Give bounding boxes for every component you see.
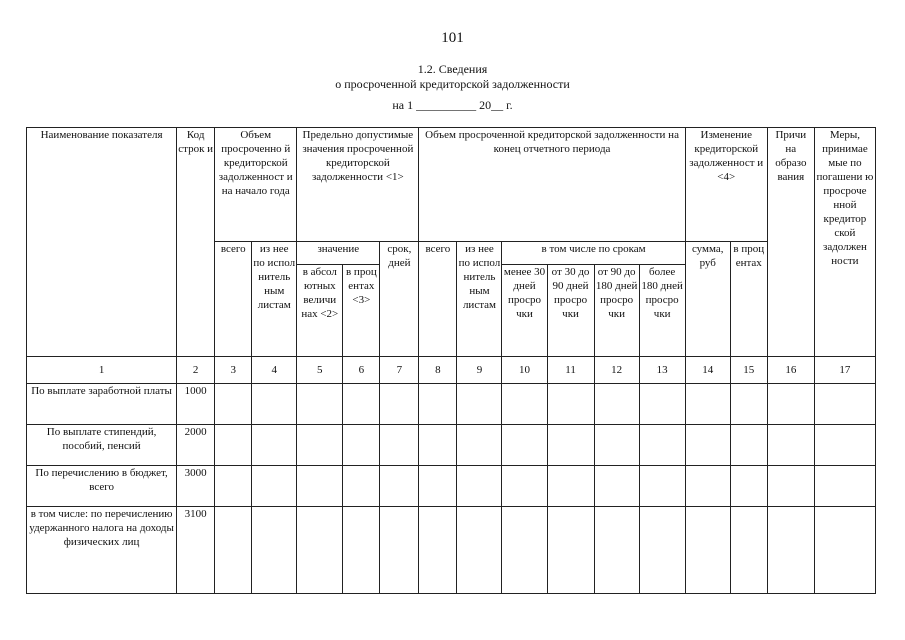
- header-30-90: от 30 до 90 дней просро чки: [547, 265, 594, 357]
- header-from-writs: из нее по испол нитель ным листам: [252, 242, 297, 357]
- header-less-30: менее 30 дней просро чки: [502, 265, 547, 357]
- column-number: 8: [419, 357, 457, 384]
- row-name: По перечислению в бюджет, всего: [27, 466, 177, 507]
- header-change: Изменение кредиторской задолженност и <4>: [685, 128, 767, 242]
- table-cell[interactable]: [767, 384, 814, 425]
- table-row: [27, 425, 876, 466]
- report-date-line: на 1 __________ 20__ г.: [392, 98, 513, 112]
- table-cell[interactable]: [419, 384, 457, 425]
- table-cell[interactable]: [685, 507, 730, 594]
- table-cell[interactable]: [297, 466, 343, 507]
- table-cell[interactable]: [419, 425, 457, 466]
- column-number: 5: [297, 357, 343, 384]
- table-cell[interactable]: [343, 425, 380, 466]
- table-cell[interactable]: [457, 507, 502, 594]
- table-cell[interactable]: [814, 384, 875, 425]
- column-number: 11: [547, 357, 594, 384]
- table-cell[interactable]: [685, 425, 730, 466]
- header-more-180: более 180 дней просро чки: [639, 265, 685, 357]
- table-cell[interactable]: [767, 507, 814, 594]
- table-cell[interactable]: [639, 384, 685, 425]
- table-cell[interactable]: [502, 384, 547, 425]
- table-cell[interactable]: [730, 466, 767, 507]
- table-cell[interactable]: [502, 466, 547, 507]
- table-cell[interactable]: [685, 384, 730, 425]
- table-cell[interactable]: [639, 507, 685, 594]
- table-row: [27, 466, 876, 507]
- header-total-end: всего: [419, 242, 457, 357]
- table-row: [27, 507, 876, 594]
- table-cell[interactable]: [343, 384, 380, 425]
- table-cell[interactable]: [457, 425, 502, 466]
- column-number: 2: [177, 357, 215, 384]
- table-cell[interactable]: [252, 384, 297, 425]
- header-name: Наименование показателя: [27, 128, 177, 357]
- table-cell[interactable]: [594, 384, 639, 425]
- row-name: По выплате заработной платы: [27, 384, 177, 425]
- table-cell[interactable]: [457, 384, 502, 425]
- header-from-writs-end: из нее по испол нитель ным листам: [457, 242, 502, 357]
- section-title: 1.2. Сведения: [417, 62, 488, 76]
- table-cell[interactable]: [814, 425, 875, 466]
- header-90-180: от 90 до 180 дней просро чки: [594, 265, 639, 357]
- table-cell[interactable]: [252, 425, 297, 466]
- table-cell[interactable]: [547, 425, 594, 466]
- table-cell[interactable]: [730, 425, 767, 466]
- table-cell[interactable]: [343, 466, 380, 507]
- column-number: 13: [639, 357, 685, 384]
- table-cell[interactable]: [297, 507, 343, 594]
- table-cell[interactable]: [767, 425, 814, 466]
- row-code: 3100: [177, 507, 215, 594]
- table-cell[interactable]: [730, 384, 767, 425]
- column-number: 6: [343, 357, 380, 384]
- table-cell[interactable]: [639, 425, 685, 466]
- column-number: 4: [252, 357, 297, 384]
- table-cell[interactable]: [814, 507, 875, 594]
- table-cell[interactable]: [457, 466, 502, 507]
- header-in-percent: в проц ентах: [730, 242, 767, 357]
- header-volume-start: Объем просроченно й кредиторской задолженност и на начало года: [215, 128, 297, 242]
- column-number: 1: [27, 357, 177, 384]
- table-cell[interactable]: [215, 425, 252, 466]
- header-volume-end: Объем просроченной кредиторской задолженности на конец отчетного периода: [419, 128, 685, 242]
- table-cell[interactable]: [502, 507, 547, 594]
- table-cell[interactable]: [419, 466, 457, 507]
- table-cell[interactable]: [594, 466, 639, 507]
- table-cell[interactable]: [639, 466, 685, 507]
- column-number: 17: [814, 357, 875, 384]
- table-row: [27, 384, 876, 425]
- overdue-payables-table: [26, 127, 876, 594]
- table-cell[interactable]: [547, 466, 594, 507]
- table-cell[interactable]: [215, 384, 252, 425]
- table-cell[interactable]: [594, 507, 639, 594]
- row-name: в том числе: по перечислению удержанного налога на доходы физических лиц: [27, 507, 177, 594]
- column-number: 10: [502, 357, 547, 384]
- row-name: По выплате стипендий, пособий, пенсий: [27, 425, 177, 466]
- table-cell[interactable]: [215, 466, 252, 507]
- table-cell[interactable]: [252, 507, 297, 594]
- table-cell[interactable]: [730, 507, 767, 594]
- column-number: 12: [594, 357, 639, 384]
- header-in-absolute: в абсол ютных величи нах <2>: [297, 265, 343, 357]
- table-cell[interactable]: [685, 466, 730, 507]
- column-number: 9: [457, 357, 502, 384]
- column-number: 15: [730, 357, 767, 384]
- column-number: 7: [380, 357, 419, 384]
- table-cell[interactable]: [547, 507, 594, 594]
- table-cell[interactable]: [419, 507, 457, 594]
- header-in-percent-3: в проц ентах <3>: [343, 265, 380, 357]
- table-cell[interactable]: [380, 425, 419, 466]
- column-number: 14: [685, 357, 730, 384]
- table-cell[interactable]: [297, 384, 343, 425]
- row-code: 2000: [177, 425, 215, 466]
- table-cell[interactable]: [380, 466, 419, 507]
- table-cell[interactable]: [380, 384, 419, 425]
- header-total: всего: [215, 242, 252, 357]
- header-measures: Меры, принимае мые по погашени ю просроче нной кредитор ской задолжен ности: [814, 128, 875, 357]
- table-cell[interactable]: [343, 507, 380, 594]
- table-cell[interactable]: [252, 466, 297, 507]
- table-cell[interactable]: [502, 425, 547, 466]
- section-subtitle: о просроченной кредиторской задолженности: [335, 77, 570, 91]
- header-term: срок, дней: [380, 242, 419, 357]
- table-cell[interactable]: [594, 425, 639, 466]
- table-cell[interactable]: [814, 466, 875, 507]
- header-reason: Причи на образо вания: [767, 128, 814, 357]
- header-max-allowed: Предельно допустимые значения просроченной кредиторской задолженности <1>: [297, 128, 419, 242]
- table-cell[interactable]: [547, 384, 594, 425]
- table-cell[interactable]: [297, 425, 343, 466]
- table-cell[interactable]: [380, 507, 419, 594]
- table-cell[interactable]: [767, 466, 814, 507]
- header-sum-rub: сумма, руб: [685, 242, 730, 357]
- row-code: 1000: [177, 384, 215, 425]
- table-cell[interactable]: [215, 507, 252, 594]
- header-code: Код строк и: [177, 128, 215, 357]
- page-number: 101: [441, 30, 464, 46]
- header-value: значение: [297, 242, 380, 265]
- column-number: 16: [767, 357, 814, 384]
- column-number: 3: [215, 357, 252, 384]
- header-incl-by-terms: в том числе по срокам: [502, 242, 685, 265]
- row-code: 3000: [177, 466, 215, 507]
